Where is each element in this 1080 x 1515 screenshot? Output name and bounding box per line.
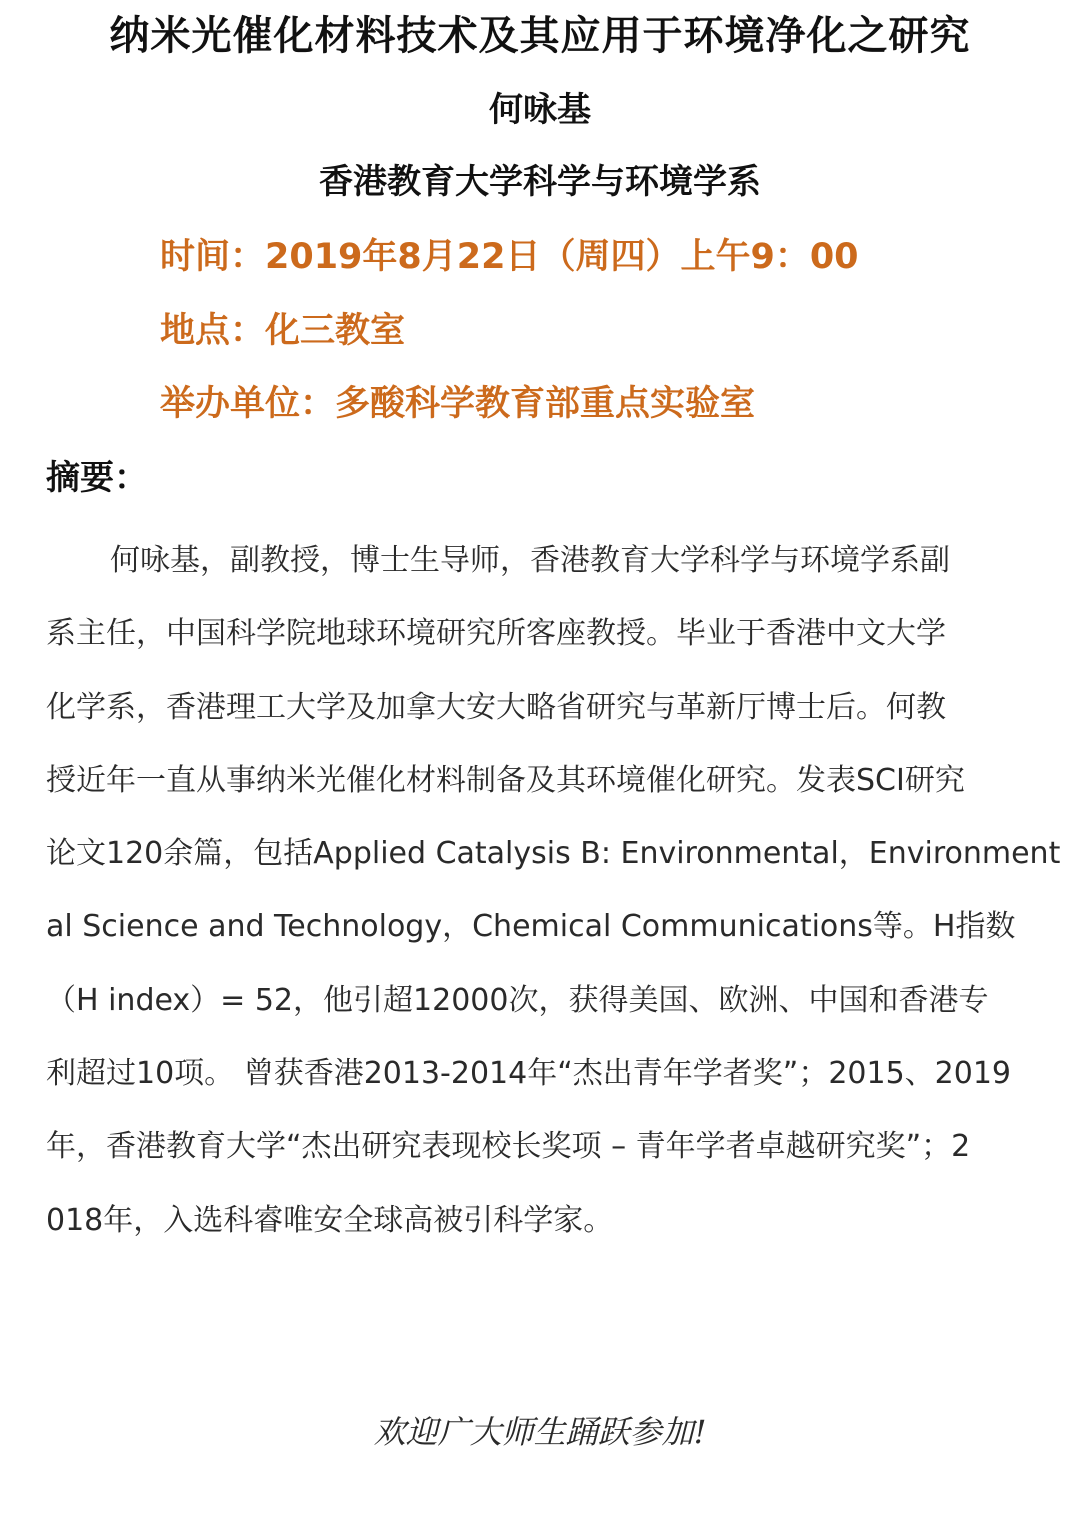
event-location: 地点：化三教室 <box>160 311 406 351</box>
abstract-line: 何咏基，副教授，博士生导师，香港教育大学科学与环境学系副 <box>110 543 950 578</box>
abstract-heading: 摘要： <box>46 458 148 498</box>
abstract-line: 利超过10项。 曾获香港2013-2014年“杰出青年学者奖”；2015、2019 <box>46 1056 1012 1092</box>
abstract-line: （H index）= 52，他引超12000次，获得美国、欧洲、中国和香港专 <box>46 982 989 1018</box>
abstract-line: 论文120余篇，包括Applied Catalysis B: Environmental，Environment <box>46 836 1061 872</box>
welcome-message: 欢迎广大师生踊跃参加! <box>373 1413 707 1451</box>
abstract-line: al Science and Technology，Chemical Communications等。H指数 <box>46 909 1016 945</box>
speaker-affiliation: 香港教育大学科学与环境学系 <box>319 162 761 202</box>
abstract-line: 授近年一直从事纳米光催化材料制备及其环境催化研究。发表SCI研究 <box>46 762 965 798</box>
abstract-line: 系主任，中国科学院地球环境研究所客座教授。毕业于香港中文大学 <box>46 616 946 652</box>
abstract-line: 018年，入选科睿唯安全球高被引科学家。 <box>46 1202 614 1238</box>
event-time: 时间：2019年8月22日（周四）上午9：00 <box>160 237 859 277</box>
lecture-title: 纳米光催化材料技术及其应用于环境净化之研究 <box>109 13 971 59</box>
speaker-name: 何咏基 <box>489 90 591 130</box>
abstract-body <box>46 524 1061 1257</box>
abstract-line: 年，香港教育大学“杰出研究表现校长奖项 – 青年学者卓越研究奖”；2 <box>46 1129 971 1165</box>
abstract-line: 化学系，香港理工大学及加拿大安大略省研究与革新厅博士后。何教 <box>46 689 946 725</box>
event-host: 举办单位：多酸科学教育部重点实验室 <box>160 384 756 424</box>
